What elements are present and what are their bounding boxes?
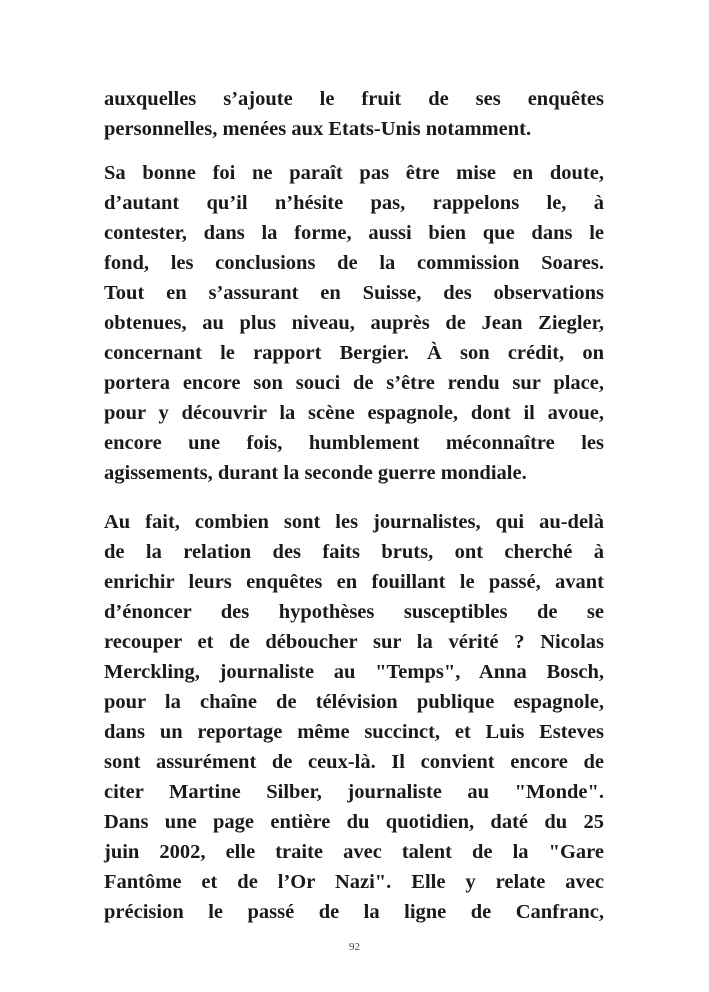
text-line: encore une fois, humblement méconnaître les: [104, 432, 604, 454]
text-line: agissements, durant la seconde guerre mondiale.: [104, 462, 527, 484]
text-line: pour la chaîne de télévision publique espagnole,: [104, 691, 604, 713]
text-line: Sa bonne foi ne paraît pas être mise en doute,: [104, 162, 604, 184]
paragraph-1: [104, 84, 604, 144]
text-line: obtenues, au plus niveau, auprès de Jean Ziegler,: [104, 312, 604, 334]
text-line: auxquelles s’ajoute le fruit de ses enquêtes: [104, 88, 604, 110]
text-line: personnelles, menées aux Etats-Unis notamment.: [104, 118, 532, 140]
text-line: concernant le rapport Bergier. À son crédit, on: [104, 342, 604, 364]
text-line: enrichir leurs enquêtes en fouillant le passé, avant: [104, 571, 604, 593]
text-line: précision le passé de la ligne de Canfranc,: [104, 901, 604, 923]
text-line: juin 2002, elle traite avec talent de la "Gare: [104, 841, 604, 863]
text-line: Dans une page entière du quotidien, daté du 25: [104, 811, 604, 833]
text-line: pour y découvrir la scène espagnole, dont il avoue,: [104, 402, 604, 424]
text-line: sont assurément de ceux-là. Il convient encore de: [104, 751, 604, 773]
text-line: citer Martine Silber, journaliste au "Monde".: [104, 781, 604, 803]
page-number: 92: [349, 941, 360, 953]
text-line: Au fait, combien sont les journalistes, qui au-delà: [104, 511, 604, 533]
text-line: Merckling, journaliste au "Temps", Anna Bosch,: [104, 661, 604, 683]
text-line: Fantôme et de l’Or Nazi". Elle y relate avec: [104, 871, 604, 893]
paragraph-2: [104, 158, 604, 488]
text-line: portera encore son souci de s’être rendu sur place,: [104, 372, 604, 394]
paragraph-3: [104, 507, 604, 927]
text-line: dans un reportage même succinct, et Luis Esteves: [104, 721, 604, 743]
text-line: d’énoncer des hypothèses susceptibles de se: [104, 601, 604, 623]
text-line: d’autant qu’il n’hésite pas, rappelons le, à: [104, 192, 604, 214]
text-line: recouper et de déboucher sur la vérité ? Nicolas: [104, 631, 604, 653]
text-line: fond, les conclusions de la commission Soares.: [104, 252, 604, 274]
text-line: contester, dans la forme, aussi bien que dans le: [104, 222, 604, 244]
text-line: de la relation des faits bruts, ont cherché à: [104, 541, 604, 563]
text-line: Tout en s’assurant en Suisse, des observations: [104, 282, 604, 304]
